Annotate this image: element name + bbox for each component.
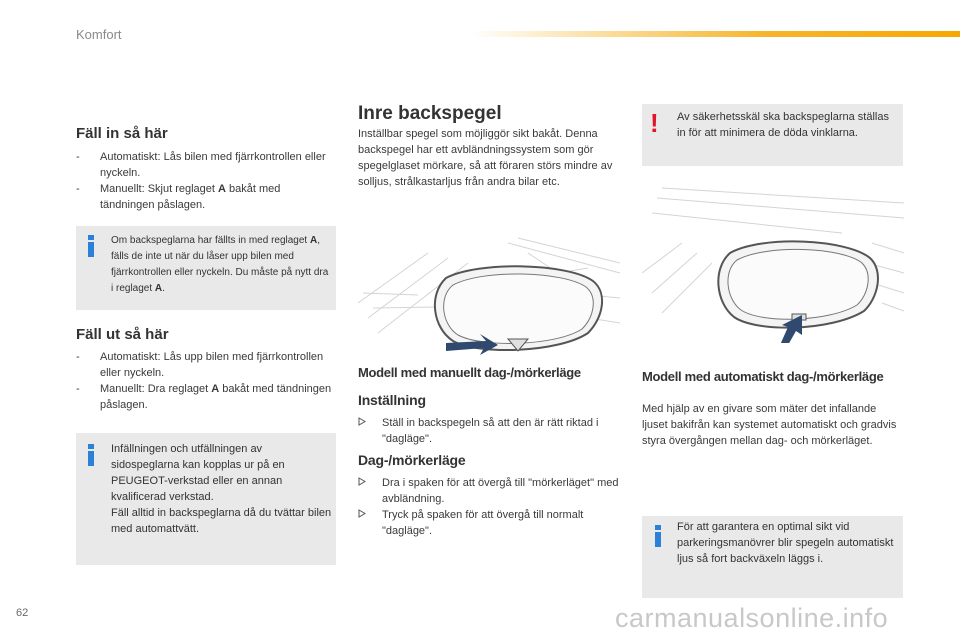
fold-out-heading: Fäll ut så här	[76, 326, 169, 343]
fold-out-list	[76, 349, 336, 413]
page-section-title: Komfort	[76, 27, 122, 42]
list-item: - Manuellt: Skjut reglaget A bakåt med tändningen påslagen.	[76, 183, 281, 211]
arrow-bullet-icon	[358, 417, 366, 426]
intro-text: Inställbar spegel som möjliggör sikt bakåt. Denna backspegel har ett avbländningssystem som gör spegelglaset mörkare, så att föraren störs mindre av solljus, strålkastarljus från andra bilar etc.	[358, 128, 613, 188]
warning-text: Av säkerhetsskäl ska backspeglarna ställas in för att minimera de döda vinklarna.	[677, 111, 889, 139]
info-icon	[654, 525, 662, 547]
auto-mirror-illustration	[642, 183, 904, 343]
daynight-heading: Dag-/mörkerläge	[358, 452, 466, 468]
info-text: Infällningen och utfällningen av sidospeglarna kan kopplas ur på en PEUGEOT-verkstad eller en annan kvalificerad verkstad. Fäll alltid in backspeglarna då du tvättar bilen med automattvätt.	[111, 443, 332, 535]
warning-box	[642, 104, 903, 166]
info-box-reverse	[642, 516, 903, 598]
watermark: carmanualsonline.info	[615, 603, 889, 633]
auto-mode-heading: Modell med automatiskt dag-/mörkerläge	[642, 369, 884, 384]
info-icon	[87, 444, 95, 466]
arrow-bullet-icon	[358, 477, 366, 486]
manual-mirror-illustration	[358, 233, 620, 355]
info-text: Om backspeglarna har fällts in med reglaget A, fälls de inte ut när du låser upp bilen med fjärrkontrollen eller nyckeln. Du måste på nytt dra i reglaget A.	[111, 235, 329, 294]
list-item: Dra i spaken för att övergå till "mörkerläget" med avbländning.	[358, 475, 620, 507]
list-item: - Automatiskt: Lås bilen med fjärrkontrollen eller nyckeln.	[76, 151, 326, 179]
arrow-bullet-icon	[358, 509, 366, 518]
header-accent-bar	[470, 31, 960, 37]
info-box-fold	[76, 226, 336, 310]
fold-in-list	[76, 149, 336, 213]
fold-in-heading: Fäll in så här	[76, 125, 168, 142]
setting-list	[358, 415, 620, 447]
info-icon	[87, 235, 95, 257]
list-item: - Automatiskt: Lås upp bilen med fjärrkontrollen eller nyckeln.	[76, 351, 324, 379]
info-box-washing	[76, 433, 336, 565]
list-item: Tryck på spaken för att övergå till normalt "dagläge".	[358, 507, 620, 539]
warning-icon: !	[650, 108, 659, 138]
section-title: Inre backspegel	[358, 103, 502, 124]
manual-mode-heading: Modell med manuellt dag-/mörkerläge	[358, 365, 581, 380]
list-item: Ställ in backspegeln så att den är rätt riktad i "dagläge".	[358, 415, 620, 447]
setting-heading: Inställning	[358, 392, 426, 408]
info-text: För att garantera en optimal sikt vid parkeringsmanövrer blir spegeln automatiskt ljus så fort backväxeln läggs i.	[677, 521, 894, 565]
auto-mode-text: Med hjälp av en givare som mäter det infallande ljuset bakifrån kan systemet automatiskt och gradvis styra övergången mellan dag- och mörkerläget.	[642, 403, 897, 447]
daynight-list	[358, 475, 620, 539]
page-number: 62	[16, 607, 29, 619]
list-item: - Manuellt: Dra reglaget A bakåt med tändningen påslagen.	[76, 383, 332, 411]
